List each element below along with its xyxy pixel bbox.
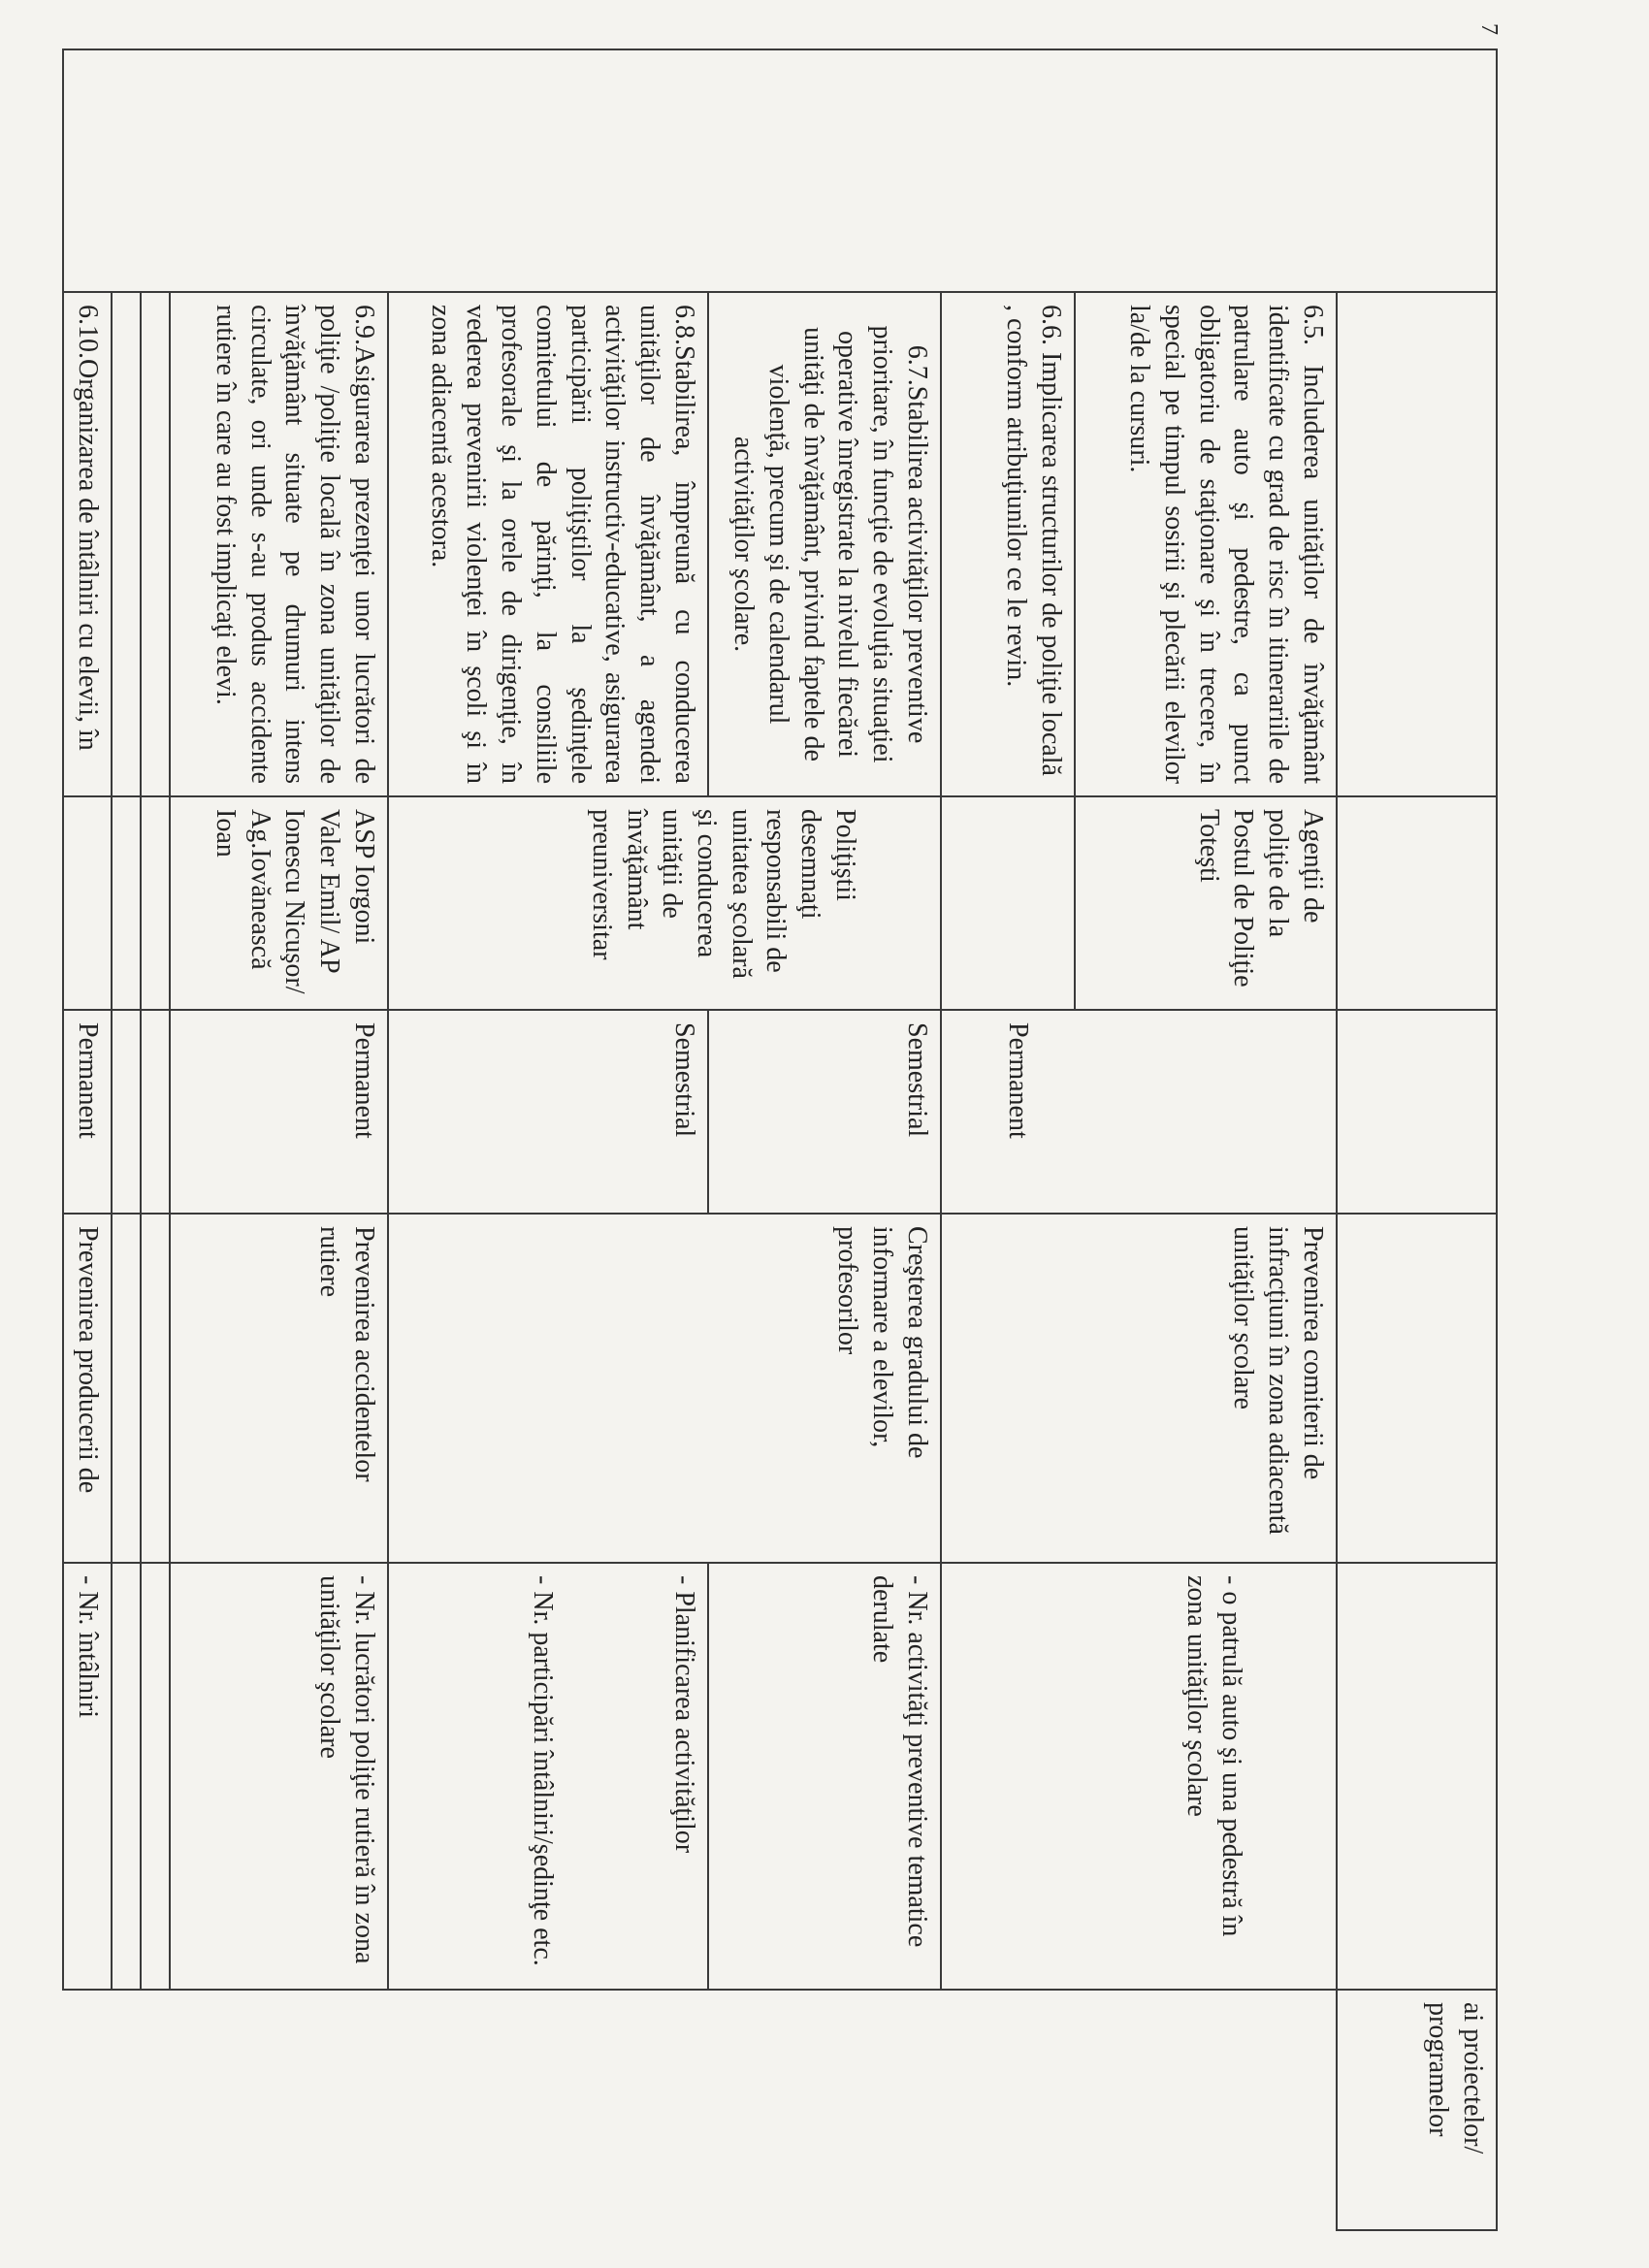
indicator-cell: - Nr. activităţi preventive tematice derulate — [708, 1563, 941, 1990]
activity-cell: 6.7.Stabilirea activităţilor preventive prioritare, în funcţie de evoluţia situaţiei operative înregistrate la nivelul fiecărei unităţi de învăţământ, privind faptele de violenţă, precum şi de calendarul activităţilor şcolare. — [708, 292, 941, 796]
result-cell: Prevenirea comiterii de infracţiuni în zona adiacentă unităţilor şcolare — [941, 1214, 1337, 1563]
activity-cell: 6.9.Asigurarea prezenţei unor lucrători de poliţie /poliţie locală în zona unităţilor de învăţământ situate pe drumuri intens circulate, ori unde s-au produs accidente rutiere în care au fost implicaţi elevi. — [170, 292, 388, 796]
term-cell: Permanent — [941, 1010, 1337, 1214]
table-cell — [141, 1010, 170, 1214]
indicator-cell: - o patrulă auto şi una pedestră în zona unităţilor şcolare — [941, 1563, 1337, 1990]
table-cell — [1337, 1214, 1497, 1563]
table-cell — [1337, 292, 1497, 796]
action-plan-table — [62, 49, 1498, 2231]
responsible-text: Poliţiştii desemnaţi responsabili de unitatea şcolară şi conducerea — [691, 809, 860, 979]
table-row — [1075, 49, 1337, 2230]
rotated-table-container — [73, 49, 1498, 2229]
term-cell: Permanent — [170, 1010, 388, 1214]
table-cell — [141, 1563, 170, 1990]
table-row — [112, 49, 141, 2230]
indicator-text: - Nr. participări întâlniri/şedinţe etc. — [528, 1575, 559, 1966]
responsible-cell: Agenţii de poliţie de la Postul de Poliţie Toteşti — [1075, 796, 1337, 1010]
term-cell: Semestrial — [708, 1010, 941, 1214]
responsible-cell: ASP Iorgoni Valer Emil/ AP Ionescu Nicuşor/ Ag.Iovănească Ioan — [170, 796, 388, 1010]
table-cell — [112, 796, 141, 1010]
table-cell — [112, 1563, 141, 1990]
responsible-cell — [388, 796, 941, 1010]
table-row — [141, 49, 170, 2230]
term-cell: Semestrial — [388, 1010, 708, 1214]
activity-cell: 6.10.Organizarea de întâlniri cu elevii, în — [63, 292, 112, 796]
page-number: 7 — [1476, 23, 1502, 35]
table-row — [708, 49, 941, 2230]
activity-cell: 6.6. Implicarea structurilor de poliţie locală , conform atribuţiunilor ce le revin. — [941, 292, 1075, 796]
indicator-cell: - Nr. întâlniri — [63, 1563, 112, 1990]
result-cell: Creşterea gradului de informare a elevilor, profesorilor — [388, 1214, 941, 1563]
table-row — [1337, 49, 1497, 2230]
indicator-cell: - Nr. lucrători poliţie rutieră în zona unităţilor şcolare — [170, 1563, 388, 1990]
table-cell — [112, 292, 141, 796]
table-cell — [1337, 796, 1497, 1010]
indicator-text: - Planificarea activităţilor — [669, 1575, 699, 1854]
table-cell — [1337, 1010, 1497, 1214]
table-cell — [112, 1214, 141, 1563]
table-cell — [112, 1010, 141, 1214]
responsible-text: unităţii de învăţământ preuniversitar — [587, 809, 687, 960]
table-row — [170, 49, 388, 2230]
table-row — [63, 49, 112, 2230]
table-cell — [141, 1214, 170, 1563]
indicator-cell: ai proiectelor/ programelor — [1337, 1990, 1497, 2230]
activity-cell: 6.5. Includerea unităţilor de învăţământ identificate cu grad de risc în itinerariile de patrulare auto şi pedestre, ca punct obligatoriu de staţionare şi în trecere, în special pe timpul sosirii şi plecării elevilor la/de la cursuri. — [1075, 292, 1337, 796]
table-cell — [941, 796, 1075, 1010]
table-cell — [63, 796, 112, 1010]
indicator-cell — [388, 1563, 708, 1990]
table-cell — [141, 796, 170, 1010]
left-margin-cell — [63, 49, 1497, 292]
table-row — [388, 49, 708, 2230]
term-cell: Permanent — [63, 1010, 112, 1214]
result-cell: Prevenirea accidentelor rutiere — [170, 1214, 388, 1563]
activity-cell: 6.8.Stabilirea, împreună cu conducerea unităţilor de învăţământ, a agendei activităţilor instructiv-educative, asigurarea participării poliţiştilor la şedinţele comitetului de părinţi, la consiliile profesorale şi la orele de dirigenţie, în vederea prevenirii violenţei în şcoli şi în zona adiacentă acestora. — [388, 292, 708, 796]
table-cell — [141, 292, 170, 796]
table-cell — [1337, 1563, 1497, 1990]
result-cell: Prevenirea producerii de — [63, 1214, 112, 1563]
